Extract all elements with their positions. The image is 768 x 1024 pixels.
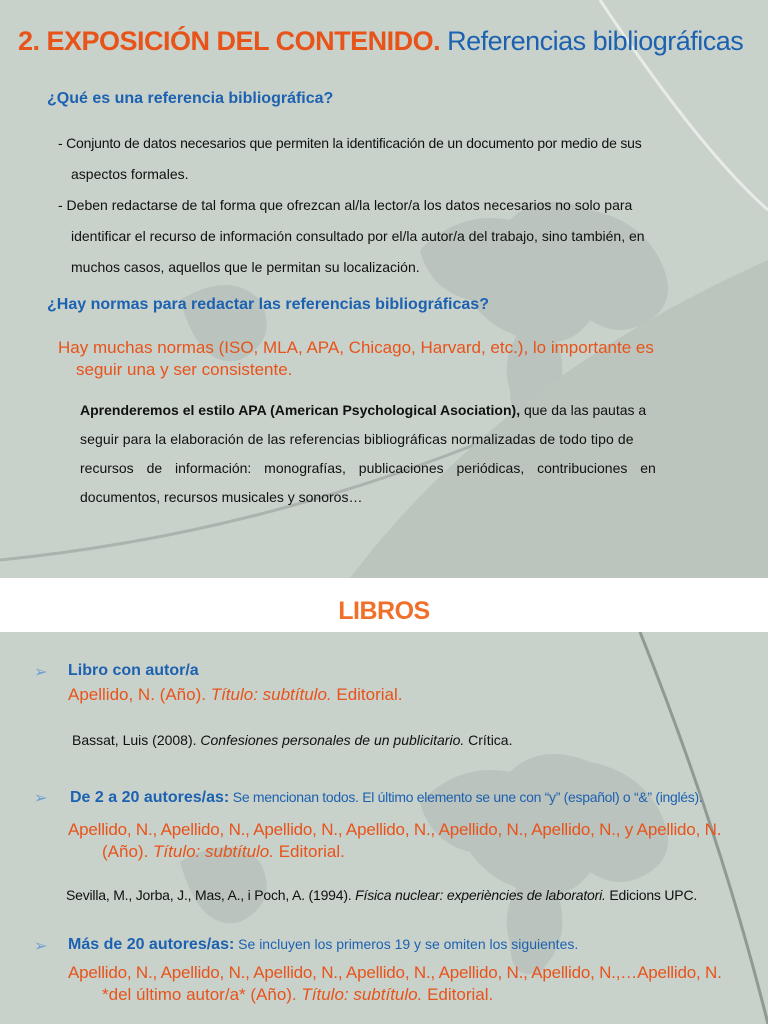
bullet-1-line-1: - Conjunto de datos necesarios que permiten la identificación de un documento por medio de sus	[58, 135, 642, 151]
question-what-is: ¿Qué es una referencia bibliográfica?	[47, 90, 334, 107]
apa-line-1	[80, 396, 674, 425]
apa-line-2: seguir para la elaboración de las referencias bibliográficas normalizadas de todo tipo de	[80, 431, 634, 447]
norms-line-2: seguir una y ser consistente.	[76, 360, 293, 379]
format-text: Editorial.	[273, 842, 345, 861]
arrow-bullet-icon: ➢	[34, 790, 48, 807]
example-sevilla	[66, 887, 697, 903]
norms-statement	[58, 337, 654, 381]
format-line-1: Apellido, N., Apellido, N., Apellido, N., Apellido, N., Apellido, N., Apellido, N.,…Apellido, N.	[68, 963, 722, 982]
heading-mas-de-20-autores	[68, 936, 578, 954]
heading-note: Se mencionan todos. El último elemento se une con “y” (español) o “&” (inglés).	[229, 789, 703, 805]
heading-2-a-20-autores	[70, 789, 702, 807]
arrow-bullet-icon: ➢	[34, 938, 48, 955]
format-text: Editorial.	[331, 685, 403, 704]
format-mas-de-20-autores	[68, 962, 722, 1006]
bullet-1-line-2: aspectos formales.	[71, 166, 189, 182]
apa-paragraph	[80, 396, 674, 512]
format-text: Editorial.	[422, 985, 494, 1004]
example-italic: Confesiones personales de un publicitario.	[200, 732, 465, 748]
apa-bold: Aprenderemos el estilo APA (American Psychological Asociation),	[80, 402, 521, 418]
title-main: 2. EXPOSICIÓN DEL CONTENIDO.	[18, 26, 441, 56]
format-line-2	[68, 841, 721, 863]
example-text: Crítica.	[464, 732, 513, 748]
apa-line-4: documentos, recursos musicales y sonoros…	[80, 489, 363, 505]
example-text: Sevilla, M., Jorba, J., Mas, A., i Poch, A. (1994).	[66, 887, 356, 903]
slide-title	[18, 26, 743, 57]
format-text: *del último autor/a* (Año).	[102, 985, 302, 1004]
format-text: (Año).	[102, 842, 154, 861]
bullet-2-line-2: identificar el recurso de información consultado por el/la autor/a del trabajo, sino también, en	[71, 228, 645, 244]
format-libro-con-autor	[68, 684, 403, 706]
format-italic: Título: subtítulo.	[153, 842, 274, 861]
heading-text: De 2 a 20 autores/as:	[70, 789, 230, 806]
bullet-2-line-3: muchos casos, aquellos que le permitan su localización.	[71, 259, 420, 275]
arrow-bullet-icon: ➢	[34, 664, 48, 681]
example-text: Edicions UPC.	[605, 887, 698, 903]
format-italic: Título: subtítulo.	[210, 685, 332, 704]
question-norms: ¿Hay normas para redactar las referencias bibliográficas?	[47, 296, 489, 313]
heading-note: Se incluyen los primeros 19 y se omiten los siguientes.	[234, 936, 579, 952]
section-title-libros: LIBROS	[338, 597, 430, 625]
format-2-a-20-autores	[68, 819, 721, 863]
apa-line-3: recursos de información: monografías, publicaciones periódicas, contribuciones en	[80, 460, 656, 476]
bullet-2-line-1: - Deben redactarse de tal forma que ofrezcan al/la lector/a los datos necesarios no solo para	[58, 197, 633, 213]
apa-line-1-rest: que da las pautas a	[520, 402, 647, 418]
example-text: Bassat, Luis (2008).	[72, 732, 201, 748]
format-italic: Título: subtítulo.	[301, 985, 423, 1004]
format-text: Apellido, N. (Año).	[68, 685, 211, 704]
slide-libros	[0, 632, 768, 1024]
example-bassat	[72, 732, 512, 748]
definition-bullets	[58, 128, 678, 283]
title-sub: Referencias bibliográficas	[447, 26, 744, 56]
heading-libro-con-autor: Libro con autor/a	[68, 662, 199, 679]
heading-text: Más de 20 autores/as:	[68, 936, 235, 953]
format-line-2	[68, 984, 722, 1006]
example-italic: Física nuclear: experiències de laboratori.	[355, 887, 606, 903]
format-line-1: Apellido, N., Apellido, N., Apellido, N., Apellido, N., Apellido, N., Apellido, N., y Apellido, N.	[68, 820, 722, 839]
norms-line-1: Hay muchas normas (ISO, MLA, APA, Chicago, Harvard, etc.), lo importante es	[58, 338, 654, 357]
